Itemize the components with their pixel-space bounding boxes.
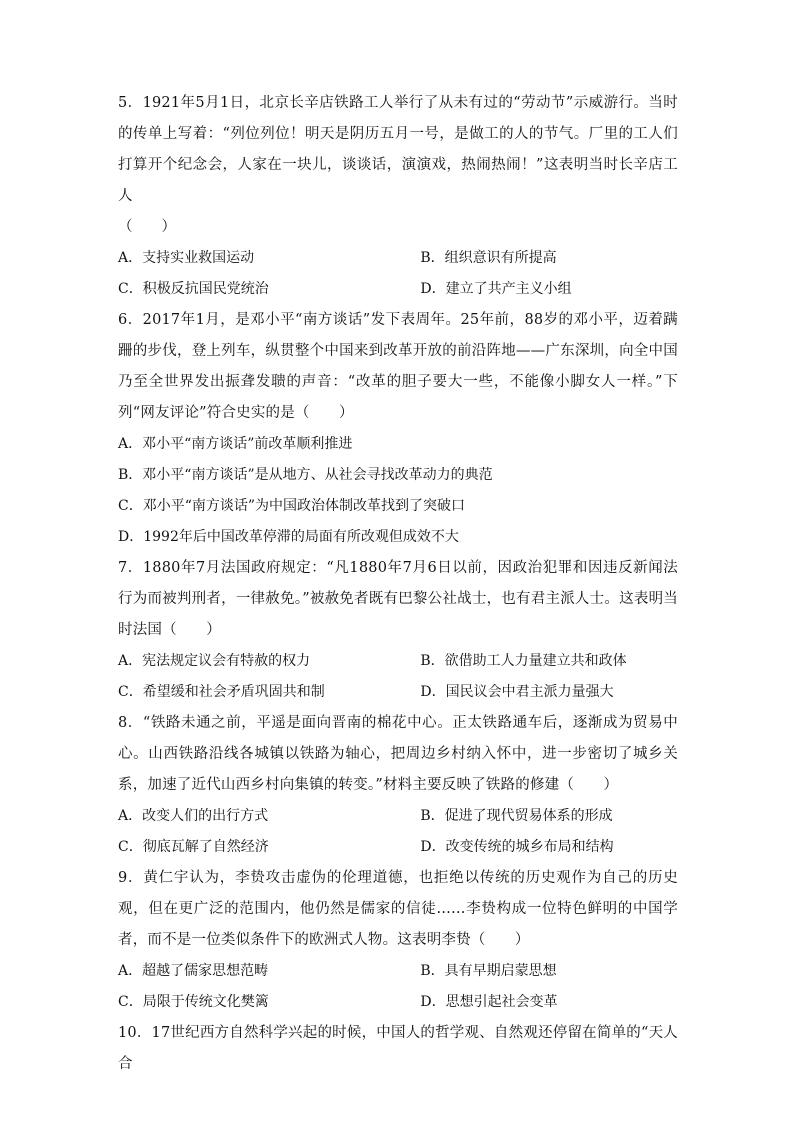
option-b: B．欲借助工人力量建立共和政体: [420, 653, 627, 669]
question-9: [118, 863, 678, 1018]
question-stem: 10．17世纪西方自然科学兴起的时候，中国人的哲学观、自然观还停留在简单的“天人合: [118, 1025, 678, 1072]
option-a: A．宪法规定议会有特赦的权力: [118, 653, 311, 669]
option-c: C．邓小平“南方谈话”为中国政治体制改革找到了突破口: [118, 498, 466, 514]
question-5: [118, 88, 678, 305]
option-a: A．支持实业救国运动: [118, 250, 255, 266]
option-d: D．建立了共产主义小组: [420, 281, 572, 297]
option-d: D．思想引起社会变革: [420, 994, 558, 1010]
question-6: [118, 305, 678, 553]
option-c: C．局限于传统文化樊篱: [118, 994, 269, 1010]
answer-blank: （ ）: [118, 219, 176, 235]
option-b: B．促进了现代贸易体系的形成: [420, 808, 613, 824]
option-c: C．彻底瓦解了自然经济: [118, 839, 269, 855]
question-stem: 8．“铁路未通之前，平遥是面向晋南的棉花中心。正太铁路通车后，逐渐成为贸易中心。山西铁路沿线各城镇以铁路为轴心，把周边乡村纳入怀中，进一步密切了城乡关系，加速了近代山西乡村向集镇的转变。”材料主要反映了铁路的修建（ ）: [118, 715, 678, 793]
option-b: B．组织意识有所提高: [420, 250, 557, 266]
exam-page: [118, 88, 678, 1080]
option-b: B．邓小平“南方谈话”是从地方、从社会寻找改革动力的典范: [118, 467, 493, 483]
option-d: D．国民议会中君主派力量强大: [420, 684, 614, 700]
option-c: C．积极反抗国民党统治: [118, 281, 269, 297]
question-stem: 6．2017年1月，是邓小平“南方谈话”发下表周年。25年前，88岁的邓小平，迈着蹒跚的步伐，登上列车，纵贯整个中国来到改革开放的前沿阵地——广东深圳，向全中国乃至全世界发出振聋发聩的声音：“改革的胆子要大一些，不能像小脚女人一样。”下列“网友评论”符合史实的是（ ）: [118, 312, 678, 421]
option-a: A．改变人们的出行方式: [118, 808, 269, 824]
option-b: B．具有早期启蒙思想: [420, 963, 557, 979]
question-stem: 5．1921年5月1日，北京长辛店铁路工人举行了从未有过的“劳动节”示威游行。当时的传单上写着：“列位列位！明天是阴历五月一号，是做工的人的节气。厂里的工人们打算开个纪念会，人家在一块儿，谈谈话，演演戏，热闹热闹！”这表明当时长辛店工人: [118, 95, 678, 204]
option-a: A．邓小平“南方谈话”前改革顺利推进: [118, 436, 353, 452]
option-c: C．希望缓和社会矛盾巩固共和制: [118, 684, 325, 700]
question-10: [118, 1018, 678, 1080]
question-stem: 9．黄仁宇认为，李贽攻击虚伪的伦理道德，也拒绝以传统的历史观作为自己的历史观，但在更广泛的范围内，他仍然是儒家的信徒……李贽构成一位特色鲜明的中国学者，而不是一位类似条件下的欧洲式人物。这表明李贽（ ）: [118, 870, 678, 948]
option-d: D．1992年后中国改革停滞的局面有所改观但成效不大: [118, 529, 459, 545]
option-d: D．改变传统的城乡布局和结构: [420, 839, 614, 855]
option-a: A．超越了儒家思想范畴: [118, 963, 269, 979]
question-8: [118, 708, 678, 863]
question-stem: 7．1880年7月法国政府规定：“凡1880年7月6日以前，因政治犯罪和因违反新闻法行为而被判刑者，一律赦免。”被赦免者既有巴黎公社战士，也有君主派人士。这表明当时法国（ ）: [118, 560, 678, 638]
question-7: [118, 553, 678, 708]
